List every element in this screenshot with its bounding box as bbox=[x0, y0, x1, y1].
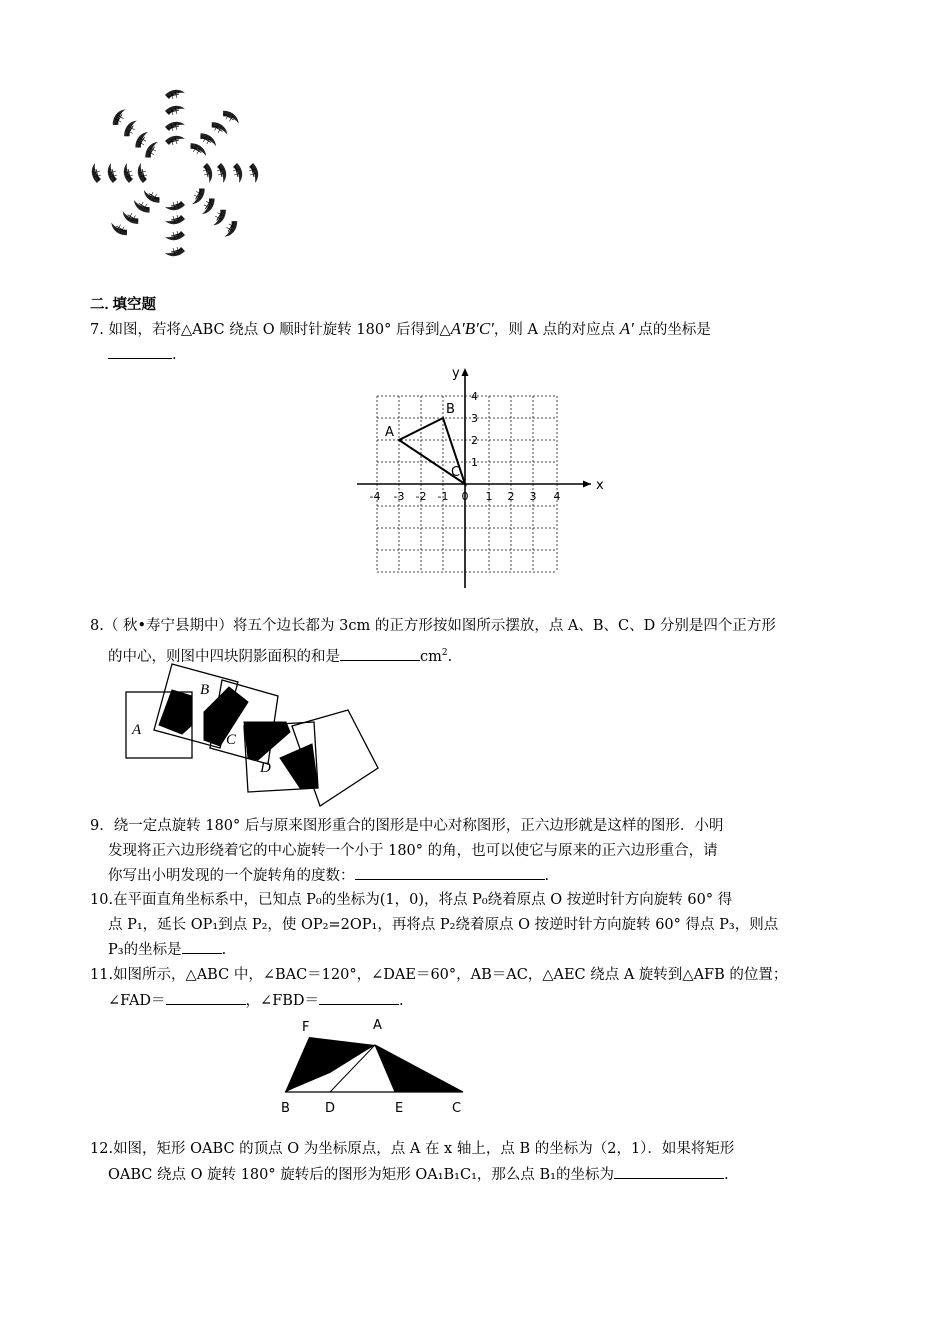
question-11-text-2b: ，∠FBD＝ bbox=[245, 993, 320, 1009]
pattern-arm-5 bbox=[165, 201, 185, 256]
x-tick-label: -3 bbox=[393, 490, 405, 503]
question-10-text-3: P₃的坐标是 bbox=[108, 942, 182, 958]
point-f-label: F bbox=[302, 1020, 310, 1035]
question-7-text-b: ，则 A 点的对应点 bbox=[493, 322, 616, 338]
y-axis-arrow-icon bbox=[462, 368, 469, 376]
point-a-label: A bbox=[373, 1018, 382, 1033]
question-9-text-3: 你写出小明发现的一个旋转角的度数： bbox=[108, 868, 355, 884]
question-12-text-1: 如图，矩形 OABC 的顶点 O 为坐标原点，点 A 在 x 轴上，点 B 的坐标为（2，1）．如果将矩形 bbox=[113, 1141, 735, 1157]
question-7-text-c: 点的坐标是 bbox=[638, 322, 711, 338]
shaded-region-c bbox=[244, 722, 290, 760]
section-title: 二. 填空题 bbox=[90, 297, 157, 313]
shaded-region-a bbox=[159, 690, 192, 734]
pattern-arm-8 bbox=[109, 107, 162, 160]
rotation-pattern-figure bbox=[85, 88, 265, 258]
question-8-number: 8. bbox=[90, 618, 104, 634]
question-10-line-1 bbox=[90, 887, 732, 913]
square-center-a-label: A bbox=[132, 722, 142, 738]
pattern-arm-4 bbox=[188, 186, 241, 239]
question-8-unit: cm bbox=[420, 648, 442, 665]
x-tick-label: 0 bbox=[461, 490, 469, 503]
question-7-triangle-math: A′B′C′ bbox=[450, 319, 494, 338]
question-7-line-2 bbox=[108, 342, 177, 368]
question-11-end: . bbox=[399, 993, 404, 1009]
question-8-unit-exponent: 2 bbox=[441, 648, 448, 658]
y-axis-label: y bbox=[452, 366, 460, 381]
question-9-line-2: 发现将正六边形绕着它的中心旋转一个小于 180° 的角，也可以使它与原来的正六边形重合，请 bbox=[108, 843, 718, 859]
x-tick-label: 2 bbox=[507, 490, 515, 503]
x-axis-label: x bbox=[596, 478, 604, 493]
question-8-end: . bbox=[447, 648, 453, 665]
square-center-b-label: B bbox=[200, 682, 210, 698]
question-9-line-3 bbox=[108, 863, 549, 889]
question-10-text-1: 在平面直角坐标系中，已知点 P₀的坐标为(1，0)，将点 P₀绕着原点 O 按逆时针方向旋转 60° 得 bbox=[113, 892, 733, 908]
point-d-label: D bbox=[325, 1101, 336, 1116]
question-12-end: . bbox=[723, 1167, 729, 1183]
x-axis-arrow-icon bbox=[583, 481, 591, 488]
y-tick-label: 2 bbox=[471, 434, 478, 447]
question-8-text-1: （ 秋•寿宁县期中）将五个边长都为 3cm 的正方形按如图所示摆放，点 A、B、C、D 分别是四个正方形 bbox=[103, 618, 776, 634]
x-tick-label: 3 bbox=[529, 490, 537, 503]
x-tick-label: 4 bbox=[553, 490, 561, 503]
x-tick-label: -2 bbox=[415, 490, 427, 503]
point-c-label: C bbox=[452, 1101, 462, 1116]
question-9-number: 9． bbox=[90, 818, 114, 834]
question-12-text-2: OABC 绕点 O 旋转 180° 旋转后的图形为矩形 OA₁B₁C₁，那么点 B₁的坐标为 bbox=[108, 1167, 614, 1183]
y-tick-label: 3 bbox=[471, 412, 478, 425]
pattern-arm-6 bbox=[109, 186, 162, 239]
x-tick-label: -4 bbox=[369, 490, 381, 503]
question-12-line-2 bbox=[108, 1162, 729, 1188]
x-tick-label: 1 bbox=[485, 490, 493, 503]
question-10-number: 10. bbox=[90, 892, 114, 908]
y-tick-label: 4 bbox=[471, 390, 478, 403]
shaded-region-d bbox=[280, 744, 318, 788]
question-10-line-3 bbox=[108, 937, 226, 963]
question-7-number: 7. bbox=[90, 322, 104, 338]
square-center-d-label: D bbox=[260, 760, 271, 776]
question-7-line-1 bbox=[90, 316, 711, 343]
pattern-arm-2 bbox=[188, 107, 241, 160]
question-8-text-2: 的中心，则图中四块阴影面积的和是 bbox=[108, 648, 340, 665]
shaded-triangle-afb bbox=[285, 1037, 375, 1092]
question-7-point-math: A′ bbox=[619, 319, 634, 338]
question-11-answer-blank-1[interactable] bbox=[166, 990, 246, 1005]
question-12-line-1 bbox=[90, 1136, 734, 1162]
pattern-arm-7 bbox=[92, 163, 147, 183]
question-12-answer-blank[interactable] bbox=[614, 1164, 724, 1179]
question-11-triangle-figure bbox=[275, 1015, 475, 1120]
point-b-label: B bbox=[446, 402, 455, 417]
question-8-line-1 bbox=[90, 613, 776, 639]
question-7-coordinate-graph bbox=[355, 360, 615, 590]
point-e-label: E bbox=[395, 1101, 404, 1116]
pattern-arm-3 bbox=[203, 163, 258, 183]
question-11-line-2 bbox=[108, 988, 404, 1014]
question-11-text-1: 如图所示，△ABC 中，∠BAC＝120°，∠DAE＝60°，AB＝AC，△AEC 绕点 A 旋转到△AFB 的位置； bbox=[113, 967, 788, 983]
question-11-text-2a: ∠FAD＝ bbox=[108, 993, 166, 1009]
question-12-number: 12. bbox=[90, 1141, 114, 1157]
x-tick-label: -1 bbox=[437, 490, 449, 503]
pattern-arm-1 bbox=[165, 90, 185, 145]
y-tick-label: 1 bbox=[471, 456, 478, 469]
question-9-text-1: 绕一定点旋转 180° 后与原来图形重合的图形是中心对称图形，正六边形就是这样的图形．小明 bbox=[113, 818, 724, 834]
question-9-end: . bbox=[544, 868, 550, 884]
point-c-label: C bbox=[451, 465, 461, 480]
question-10-answer-blank[interactable] bbox=[182, 939, 222, 954]
question-11-number: 11. bbox=[90, 967, 114, 983]
question-8-squares-figure bbox=[120, 660, 390, 810]
point-b-label: B bbox=[281, 1101, 290, 1116]
question-11-answer-blank-2[interactable] bbox=[319, 990, 399, 1005]
point-a-label: A bbox=[385, 425, 394, 440]
question-7-end: . bbox=[172, 347, 177, 363]
question-8-answer-blank[interactable] bbox=[340, 646, 420, 661]
question-10-end: . bbox=[221, 942, 227, 958]
question-11-line-1 bbox=[90, 962, 787, 988]
question-9-line-1 bbox=[90, 813, 723, 839]
question-7-text-a: 如图，若将△ABC 绕点 O 顺时针旋转 180° 后得到△ bbox=[108, 322, 451, 338]
question-9-answer-blank[interactable] bbox=[355, 865, 545, 880]
question-10-line-2: 点 P₁，延长 OP₁到点 P₂，使 OP₂=2OP₁，再将点 P₂绕着原点 O 按逆时针方向旋转 60° 得点 P₃，则点 bbox=[108, 917, 779, 933]
question-7-answer-blank[interactable] bbox=[108, 344, 172, 359]
square-center-c-label: C bbox=[226, 732, 237, 748]
